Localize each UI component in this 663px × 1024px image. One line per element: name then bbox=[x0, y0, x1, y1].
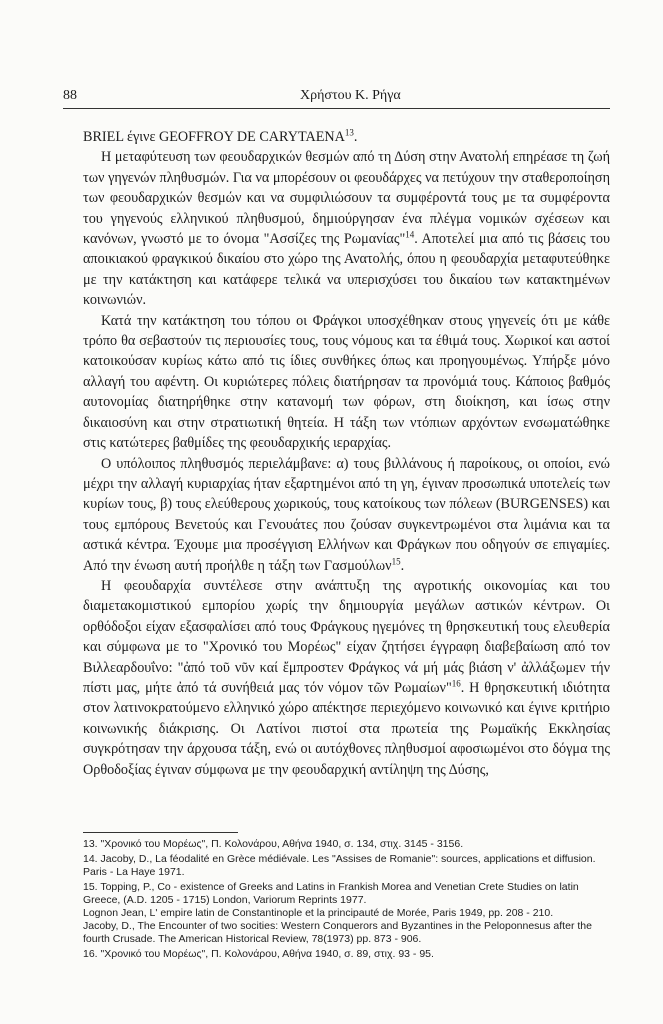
footnote-ref-13[interactable]: 13 bbox=[344, 127, 354, 138]
footnote-15-ref-3: Jacoby, D., The Encounter of two socities: Western Conquerors and Byzantines in the Peloponnesus after the fourth Crusade. The American Historical Review, 78(1973) pp. 873 - 906. bbox=[83, 920, 592, 945]
footnotes bbox=[83, 838, 610, 963]
paragraph-3: Ο υπόλοιπος πληθυσμός περιελάμβανε: α) τους βιλλάνους ή παροίκους, οι οποίοι, ενώ μέχρι την αλλαγή κυριαρχίας ήταν εξαρτημένοι από τη γη, έγιναν προσωπικά υποτελείς των κυρίων τους, β) τους ελεύθερους χωρικούς, τους κατοίκους των πόλεων (BURGENSES) και τους εμπόρους Βενετούς και Γενουάτες που ζούσαν συγκεντρωμένοι στα λιμάνια και τα αστικά κέντρα. Έχουμε μια προσέγγιση Ελλήνων και Φράγκων που οδηγούν σε επιγαμίες. Από την ένωση αυτή προήλθε η τάξη των Γασμούλων$^{15}$. bbox=[83, 455, 610, 574]
header-rule bbox=[63, 108, 610, 109]
footnote-15: 15. Topping, P., Co - existence of Greeks and Latins in Frankish Morea and Venetian Crete Studies on latin Greece, (A.D. 1205 - 1715) London, Variorum Reprints 1977. bbox=[83, 881, 579, 906]
paragraph-continuation: BRIEL έγινε GEOFFROY DE CARYTAENA$^{13}$. bbox=[83, 127, 358, 145]
footnote-13: 13. "Χρονικό του Μορέως", Π. Κολονάρου, Αθήνα 1940, σ. 134, στιχ. 3145 - 3156. bbox=[83, 838, 464, 850]
paragraph-1: Η μεταφύτευση των φεουδαρχικών θεσμών από τη Δύση στην Ανατολή επηρέασε τη ζωή των γηγενών πληθυσμών. Για να μπορέσουν οι φεουδάρχες να πετύχουν την σταθεροποίηση των φεουδαρχικών θεσμών και να συμφιλιώσουν τα συμφέροντά τους με τα συμφέροντα του γηγενούς ελληνικού πληθυσμού, δημιούργησαν ένα πλέγμα νομικών σχέσεων και κανόνων, γνωστό με το όνομα "Ασσίζες της Ρωμανίας"$^{14}$. Αποτελεί μια από τις βάσεις του αποικιακού φραγκικού δικαίου στο χώρο της Ανατολής, όπου η φεουδαρχία μεταφυτεύθηκε με την κατάκτηση και κατάφερε τελικά να υπερισχύσει του δικαίου των κατακτημένων κοινωνιών. bbox=[83, 149, 610, 309]
footnote-ref-16[interactable]: 16 bbox=[451, 678, 461, 689]
footnote-ref-14[interactable]: 14 bbox=[405, 229, 415, 240]
footnote-rule bbox=[83, 832, 238, 833]
footnote-16: 16. "Χρονικό του Μορέως", Π. Κολονάρου, Αθήνα 1940, σ. 89, στιχ. 93 - 95. bbox=[83, 948, 434, 960]
footnote-14: 14. Jacoby, D., La féodalité en Grèce médiévale. Les "Assises de Romanie": sources, applications et diffusion. Paris - La Haye 1971. bbox=[83, 853, 596, 878]
body-text bbox=[83, 127, 610, 780]
footnote-15-ref-2: Lognon Jean, L' empire latin de Constantinople et la principauté de Morée, Paris 1949, pp. 208 - 210. bbox=[83, 907, 554, 919]
running-head: Χρήστου Κ. Ρήγα bbox=[300, 88, 401, 103]
paragraph-4: Η φεουδαρχία συντέλεσε στην ανάπτυξη της αγροτικής οικονομίας και του διαμετακομιστικού εμπορίου χωρίς την δημιουργία μεγάλων αστικών κέντρων. Οι ορθόδοξοι είχαν εξασφαλίσει από τους Φράγκους ηγεμόνες τη θρησκευτική τους ελευθερία και σύμφωνα με το "Χρονικό του Μορέως" είχαν ζητήσει έγγραφη διαβεβαίωση από τον Βιλλεαρδουΐνο: "ἀπό τοῦ νῦν καί ἔμπροστεν Φράγκος νά μή μάς βιάση ν' ἀλλάξωμεν τήν πίστι μας, μήτε ἀπό τά συνήθειά μας τόν νόμον τῶν Ρωμαίων"$^{16}$. Η θρησκευτική ιδιότητα στον λατινοκρατούμενο ελληνικό χώρο απέκτησε περιεχόμενο κοινωνικό και έγινε κριτήριο κοινωνικής διάκρισης. Οι Λατίνοι πιστοί στα πρωτεία της Ρωμαϊκής Εκκλησίας συγκρότησαν την άρχουσα τάξη, ενώ οι αυτόχθονες πληθυσμοί αφοσιωμένοι στο δόγμα της Ορθοδοξίας έγιναν σύμφωνα με την φεουδαρχική αντίληψη της Δύσης, bbox=[83, 577, 610, 778]
footnote-ref-15[interactable]: 15 bbox=[391, 555, 401, 566]
paragraph-2: Κατά την κατάκτηση του τόπου οι Φράγκοι υποσχέθηκαν στους γηγενείς ότι με κάθε τρόπο θα σεβαστούν τις περιουσίες τους, τους νόμους και τα έθιμά τους. Χωρικοί και αστοί κατοικούσαν κυρίως κάτω από τις ίδιες συνθήκες όπως και προηγουμένως. Υπήρξε μόνο αλλαγή του αφέντη. Οι κυριώτερες πόλεις διατήρησαν τα προνόμιά τους. Κάποιος βαθμός αυτονομίας διατηρήθηκε στην κατανομή των φόρων, στη διοίκηση, και ίσως στην δικαιοσύνη και στην στρατιωτική θητεία. Η τάξη των ντόπιων αρχόντων ενσωματώθηκε στις κατώτερες βαθμίδες της φεουδαρχικής ιεραρχίας. bbox=[83, 312, 610, 452]
page-header bbox=[63, 88, 608, 108]
page-number: 88 bbox=[63, 88, 77, 103]
